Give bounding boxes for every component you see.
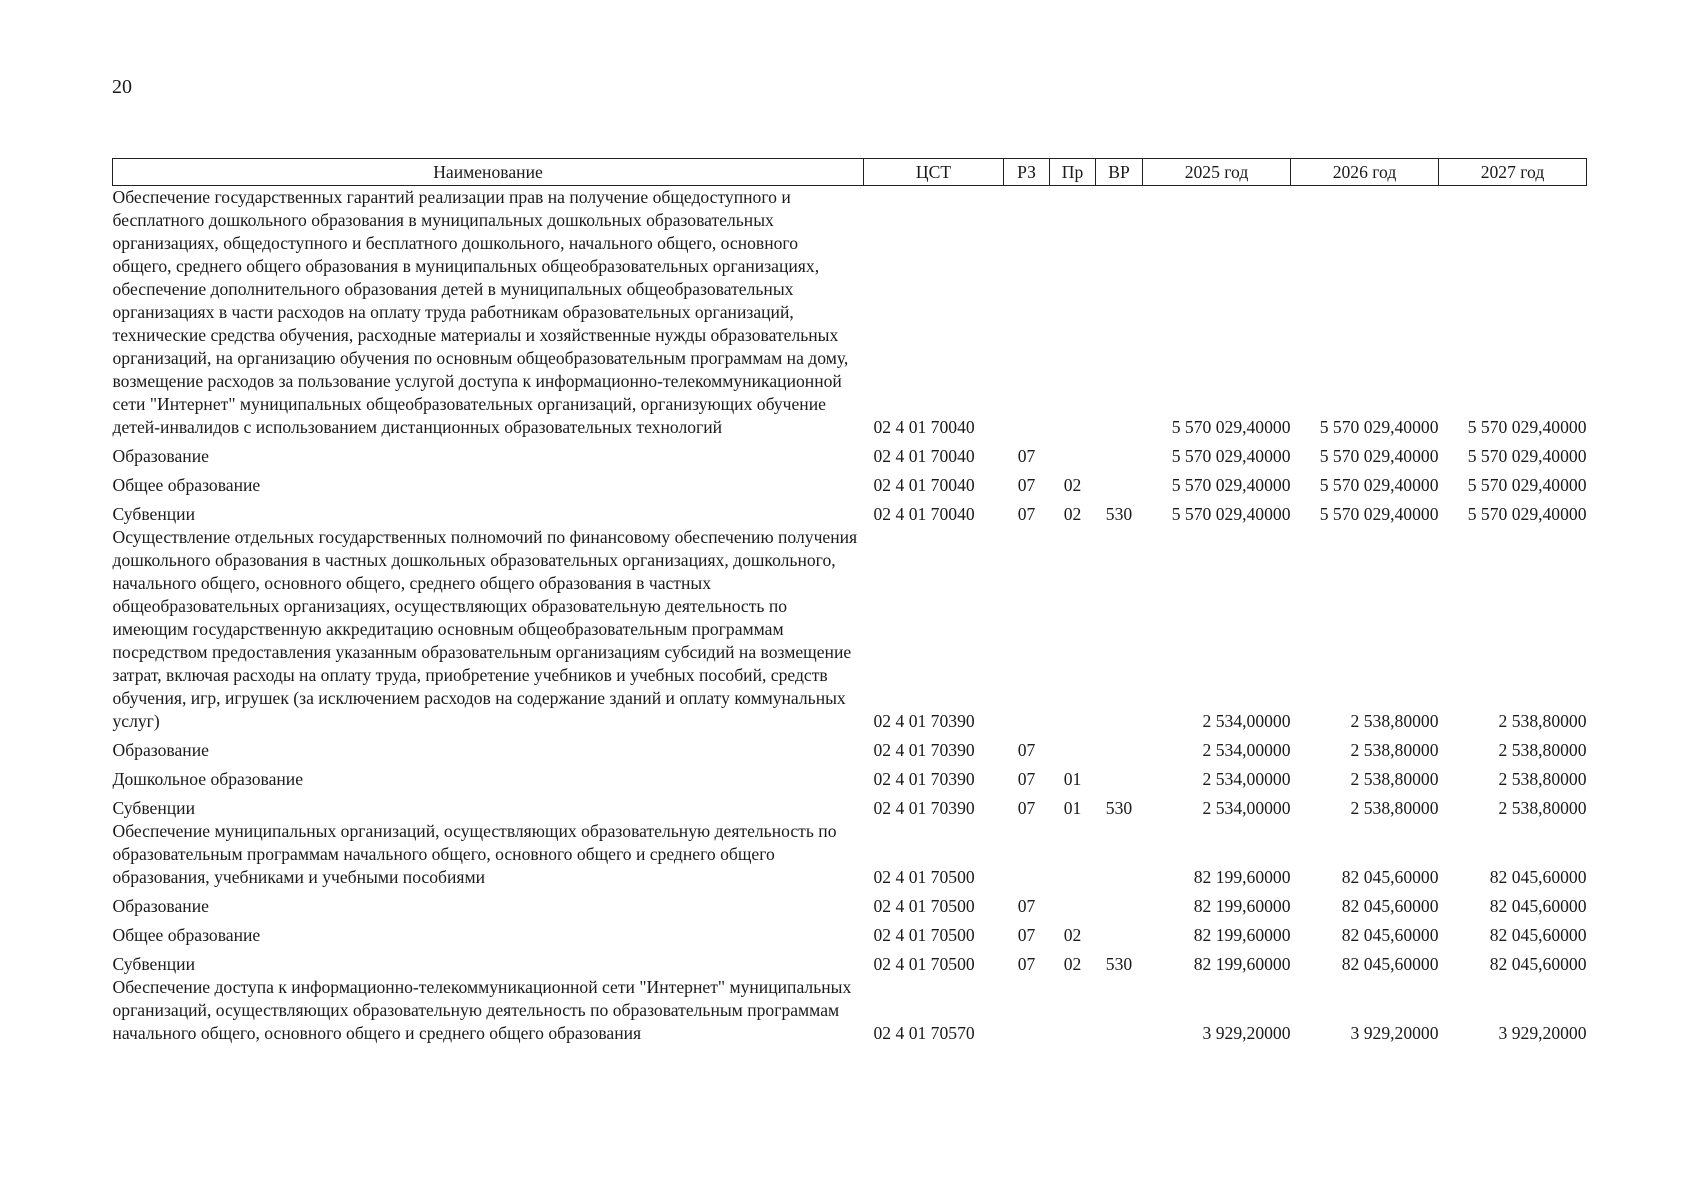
row-rz: 07 bbox=[1017, 925, 1036, 945]
table-header-row bbox=[113, 159, 1587, 186]
row-cst: 02 4 01 70040 bbox=[873, 504, 975, 524]
row-2027: 5 570 029,40000 bbox=[1467, 475, 1587, 495]
header-2025: 2025 год bbox=[1143, 159, 1291, 186]
table-row bbox=[113, 186, 1587, 440]
row-cst: 02 4 01 70500 bbox=[873, 925, 975, 945]
row-2026: 5 570 029,40000 bbox=[1319, 446, 1439, 466]
table-row bbox=[113, 762, 1587, 791]
row-2025: 5 570 029,40000 bbox=[1171, 417, 1291, 437]
row-2026: 82 045,60000 bbox=[1341, 925, 1439, 945]
row-cst: 02 4 01 70390 bbox=[873, 769, 975, 789]
row-2027: 2 538,80000 bbox=[1498, 798, 1587, 818]
row-2026: 3 929,20000 bbox=[1350, 1023, 1439, 1043]
header-pr: Пр bbox=[1050, 159, 1096, 186]
row-vr: 530 bbox=[1105, 798, 1133, 818]
row-2027: 82 045,60000 bbox=[1489, 867, 1587, 887]
row-rz bbox=[1004, 186, 1050, 440]
row-pr bbox=[1050, 889, 1096, 918]
row-name: Дошкольное образование bbox=[112, 769, 304, 789]
row-vr bbox=[1096, 468, 1143, 497]
budget-table bbox=[112, 158, 1587, 1045]
row-2025: 2 534,00000 bbox=[1202, 711, 1291, 731]
row-2027: 82 045,60000 bbox=[1489, 896, 1587, 916]
row-name: Общее образование bbox=[112, 475, 261, 495]
header-name: Наименование bbox=[113, 159, 864, 186]
row-vr: 530 bbox=[1105, 504, 1133, 524]
table-row bbox=[113, 526, 1587, 733]
row-2026: 2 538,80000 bbox=[1350, 740, 1439, 760]
row-name: Субвенции bbox=[112, 504, 195, 524]
row-cst: 02 4 01 70390 bbox=[873, 740, 975, 760]
header-2027: 2027 год bbox=[1439, 159, 1587, 186]
row-name: Осуществление отдельных государственных полномочий по финансовому обеспечению получения дошкольного образования в частных дошкольных образовательных организациях, дошкольного, начального общего, основного общего, среднего общего образования в частных общеобразовательных организациях, осуществляющих образовательную деятельность по имеющим государственную аккредитацию основным общеобразовательным программам посредством предоставления указанным образовательным организациям субсидий на возмещение затрат, включая расходы на оплату труда, приобретение учебников и учебных пособий, средств обучения, игр, игрушек (за исключением расходов на содержание зданий и оплату коммунальных услуг) bbox=[112, 527, 858, 731]
row-pr bbox=[1050, 976, 1096, 1045]
row-pr: 01 bbox=[1063, 769, 1082, 789]
table-row bbox=[113, 947, 1587, 976]
row-cst: 02 4 01 70570 bbox=[873, 1023, 975, 1043]
row-cst: 02 4 01 70500 bbox=[873, 867, 975, 887]
header-rz: РЗ bbox=[1004, 159, 1050, 186]
row-rz: 07 bbox=[1017, 504, 1036, 524]
table-row bbox=[113, 439, 1587, 468]
row-pr bbox=[1050, 733, 1096, 762]
row-2027: 5 570 029,40000 bbox=[1467, 446, 1587, 466]
row-2025: 2 534,00000 bbox=[1202, 798, 1291, 818]
row-rz: 07 bbox=[1017, 769, 1036, 789]
row-name: Образование bbox=[112, 896, 209, 916]
row-2026: 5 570 029,40000 bbox=[1319, 417, 1439, 437]
row-2026: 2 538,80000 bbox=[1350, 769, 1439, 789]
row-2027: 2 538,80000 bbox=[1498, 769, 1587, 789]
row-cst: 02 4 01 70390 bbox=[873, 711, 975, 731]
row-pr: 02 bbox=[1063, 504, 1082, 524]
row-2025: 82 199,60000 bbox=[1193, 867, 1291, 887]
row-pr: 02 bbox=[1063, 475, 1082, 495]
row-2027: 82 045,60000 bbox=[1489, 925, 1587, 945]
row-cst: 02 4 01 70500 bbox=[873, 896, 975, 916]
row-vr bbox=[1096, 889, 1143, 918]
row-vr bbox=[1096, 526, 1143, 733]
row-name: Обеспечение государственных гарантий реализации прав на получение общедоступного и бесплатного дошкольного образования в муниципальных дошкольных образовательных организациях, общедоступного и бесплатного дошкольного, начального общего, основного общего, среднего общего образования в муниципальных общеобразовательных организациях, обеспечение дополнительного образования детей в муниципальных общеобразовательных организациях в части расходов на оплату труда работникам образовательных организаций, технические средства обучения, расходные материалы и хозяйственные нужды образовательных организаций, на организацию обучения по основным общеобразовательным программам на дому, возмещение расходов за пользование услугой доступа к информационно-телекоммуникационной сети "Интернет" муниципальных общеобразовательных организаций, организующих обучение детей-инвалидов с использованием дистанционных образовательных технологий bbox=[112, 187, 849, 437]
row-pr bbox=[1050, 439, 1096, 468]
row-vr bbox=[1096, 186, 1143, 440]
row-pr bbox=[1050, 526, 1096, 733]
row-vr bbox=[1096, 918, 1143, 947]
row-rz: 07 bbox=[1017, 446, 1036, 466]
row-2026: 2 538,80000 bbox=[1350, 798, 1439, 818]
row-cst: 02 4 01 70040 bbox=[873, 417, 975, 437]
row-2026: 82 045,60000 bbox=[1341, 867, 1439, 887]
page-number: 20 bbox=[112, 76, 132, 98]
row-2026: 2 538,80000 bbox=[1350, 711, 1439, 731]
row-2025: 82 199,60000 bbox=[1193, 925, 1291, 945]
header-cst: ЦСТ bbox=[864, 159, 1004, 186]
row-vr bbox=[1096, 439, 1143, 468]
row-pr: 02 bbox=[1063, 954, 1082, 974]
row-name: Обеспечение муниципальных организаций, осуществляющих образовательную деятельность по образовательным программам начального общего, основного общего и среднего общего образования, учебниками и учебными пособиями bbox=[112, 821, 837, 887]
row-cst: 02 4 01 70040 bbox=[873, 475, 975, 495]
row-vr bbox=[1096, 820, 1143, 889]
row-rz bbox=[1004, 976, 1050, 1045]
table-row bbox=[113, 976, 1587, 1045]
row-rz: 07 bbox=[1017, 798, 1036, 818]
row-vr bbox=[1096, 733, 1143, 762]
row-2025: 5 570 029,40000 bbox=[1171, 475, 1291, 495]
row-rz: 07 bbox=[1017, 475, 1036, 495]
table-row bbox=[113, 733, 1587, 762]
row-2025: 3 929,20000 bbox=[1202, 1023, 1291, 1043]
row-rz bbox=[1004, 526, 1050, 733]
row-2025: 5 570 029,40000 bbox=[1171, 446, 1291, 466]
row-2027: 2 538,80000 bbox=[1498, 711, 1587, 731]
row-cst: 02 4 01 70390 bbox=[873, 798, 975, 818]
row-name: Образование bbox=[112, 740, 209, 760]
row-2025: 82 199,60000 bbox=[1193, 954, 1291, 974]
row-name: Субвенции bbox=[112, 798, 195, 818]
row-2027: 82 045,60000 bbox=[1489, 954, 1587, 974]
row-2027: 2 538,80000 bbox=[1498, 740, 1587, 760]
row-name: Субвенции bbox=[112, 954, 195, 974]
row-2026: 5 570 029,40000 bbox=[1319, 504, 1439, 524]
row-2025: 5 570 029,40000 bbox=[1171, 504, 1291, 524]
row-2026: 82 045,60000 bbox=[1341, 954, 1439, 974]
row-2025: 2 534,00000 bbox=[1202, 740, 1291, 760]
table-row bbox=[113, 468, 1587, 497]
row-2026: 5 570 029,40000 bbox=[1319, 475, 1439, 495]
header-2026: 2026 год bbox=[1291, 159, 1439, 186]
row-rz: 07 bbox=[1017, 740, 1036, 760]
row-pr bbox=[1050, 186, 1096, 440]
row-vr: 530 bbox=[1105, 954, 1133, 974]
row-2026: 82 045,60000 bbox=[1341, 896, 1439, 916]
table-row bbox=[113, 889, 1587, 918]
row-pr: 02 bbox=[1063, 925, 1082, 945]
row-vr bbox=[1096, 976, 1143, 1045]
row-2027: 5 570 029,40000 bbox=[1467, 417, 1587, 437]
row-2027: 5 570 029,40000 bbox=[1467, 504, 1587, 524]
table-row bbox=[113, 791, 1587, 820]
table-row bbox=[113, 497, 1587, 526]
row-2025: 82 199,60000 bbox=[1193, 896, 1291, 916]
row-pr bbox=[1050, 820, 1096, 889]
row-name: Общее образование bbox=[112, 925, 261, 945]
row-cst: 02 4 01 70500 bbox=[873, 954, 975, 974]
row-cst: 02 4 01 70040 bbox=[873, 446, 975, 466]
header-vr: ВР bbox=[1096, 159, 1143, 186]
row-name: Обеспечение доступа к информационно-телекоммуникационной сети "Интернет" муниципальных организаций, осуществляющих образовательную деятельность по образовательным программам начального общего, основного общего и среднего общего образования bbox=[112, 977, 852, 1043]
row-name: Образование bbox=[112, 446, 209, 466]
table-row bbox=[113, 820, 1587, 889]
row-2027: 3 929,20000 bbox=[1498, 1023, 1587, 1043]
table-row bbox=[113, 918, 1587, 947]
row-rz: 07 bbox=[1017, 954, 1036, 974]
row-vr bbox=[1096, 762, 1143, 791]
row-rz bbox=[1004, 820, 1050, 889]
row-2025: 2 534,00000 bbox=[1202, 769, 1291, 789]
row-pr: 01 bbox=[1063, 798, 1082, 818]
row-rz: 07 bbox=[1017, 896, 1036, 916]
